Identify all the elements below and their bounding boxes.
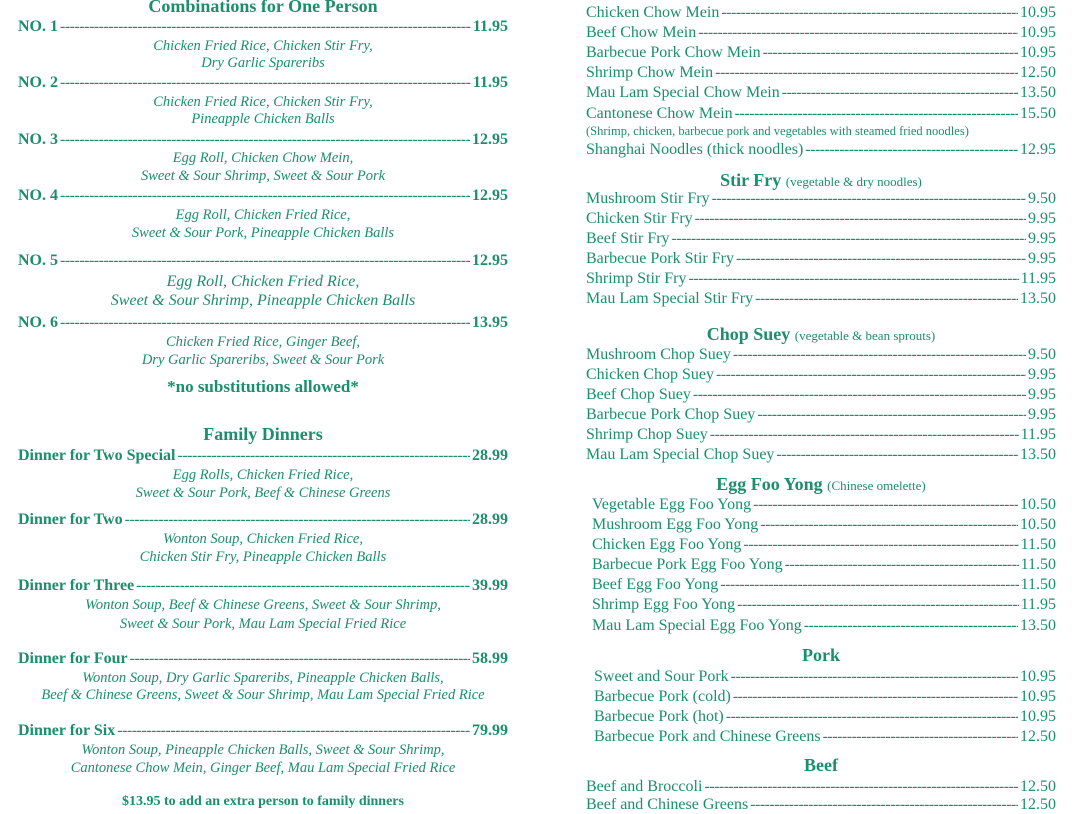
item-name: Mushroom Egg Foo Yong	[592, 516, 759, 533]
combo-desc: Dry Garlic Spareribs	[201, 55, 325, 71]
item-name: Barbecue Pork (cold)	[594, 688, 731, 705]
combo-name: NO. 1	[18, 18, 58, 35]
combo-price: 13.95	[472, 314, 508, 331]
dot-leader	[782, 84, 1018, 102]
combo-price: 11.95	[472, 74, 508, 91]
menu-item-row	[586, 446, 1056, 464]
combo-desc: Sweet & Sour Shrimp, Sweet & Sour Pork	[140, 168, 386, 184]
dot-leader	[136, 577, 470, 595]
item-name: Sweet and Sour Pork	[594, 668, 729, 685]
menu-item-row	[586, 386, 1056, 404]
item-name: Chicken Chop Suey	[586, 366, 714, 383]
dot-leader	[726, 708, 1018, 726]
menu-item-row	[586, 44, 1056, 62]
dot-leader	[704, 778, 1018, 796]
family-row	[18, 447, 508, 465]
combinations-heading: Combinations for One Person	[148, 0, 378, 16]
item-price: 9.50	[1028, 346, 1056, 363]
dot-leader	[735, 105, 1018, 123]
extra-person-note: $13.95 to add an extra person to family dinners	[122, 794, 404, 809]
family-price: 39.99	[472, 577, 508, 594]
item-name: Beef Egg Foo Yong	[592, 576, 719, 593]
item-name: Barbecue Pork Stir Fry	[586, 250, 734, 267]
item-name: Shrimp Egg Foo Yong	[592, 596, 736, 613]
cantonese-note: (Shrimp, chicken, barbecue pork and vegetables with steamed fried noodles)	[586, 124, 969, 138]
dot-leader	[672, 230, 1026, 248]
dot-leader	[698, 24, 1018, 42]
menu-item-row	[586, 270, 1056, 288]
item-name: Barbecue Pork Egg Foo Yong	[592, 556, 783, 573]
menu-item-row	[586, 190, 1056, 208]
family-desc: Beef & Chinese Greens, Sweet & Sour Shrimp, Mau Lam Special Fried Rice	[41, 687, 485, 703]
item-price: 10.50	[1020, 516, 1056, 533]
combo-desc: Pineapple Chicken Balls	[191, 111, 335, 127]
menu-item-row	[586, 230, 1056, 248]
family-name: Dinner for Six	[18, 722, 116, 739]
combo-name: NO. 6	[18, 314, 58, 331]
beef-heading: Beef	[804, 755, 838, 775]
combo-desc: Chicken Fried Rice, Chicken Stir Fry,	[153, 38, 373, 54]
dot-leader	[804, 617, 1018, 635]
item-name: Mau Lam Special Chop Suey	[586, 446, 775, 463]
item-name: Vegetable Egg Foo Yong	[592, 496, 752, 513]
combo-desc: Egg Roll, Chicken Fried Rice,	[175, 207, 351, 223]
combo-desc: Egg Roll, Chicken Fried Rice,	[166, 273, 360, 290]
dot-leader	[736, 250, 1026, 268]
section-title: Egg Foo Yong	[716, 474, 823, 494]
item-price: 11.95	[1020, 426, 1056, 443]
item-price: 10.95	[1020, 24, 1056, 41]
menu-item-row	[586, 24, 1056, 42]
item-price: 9.95	[1028, 366, 1056, 383]
dot-leader	[743, 536, 1018, 554]
dot-leader	[755, 290, 1018, 308]
family-desc: Egg Rolls, Chicken Fried Rice,	[172, 467, 354, 483]
item-name: Cantonese Chow Mein	[586, 105, 733, 122]
item-price: 9.95	[1028, 406, 1056, 423]
combo-row	[18, 74, 508, 92]
item-price: 12.50	[1020, 64, 1056, 81]
item-price: 13.50	[1020, 617, 1056, 634]
item-price: 10.95	[1020, 668, 1056, 685]
dot-leader	[750, 796, 1018, 814]
item-name: Beef Chop Suey	[586, 386, 691, 403]
dot-leader	[785, 556, 1019, 574]
menu-item-row	[586, 4, 1056, 22]
menu-item-row	[586, 64, 1056, 82]
family-desc: Sweet & Sour Pork, Mau Lam Special Fried Rice	[119, 616, 407, 632]
item-price: 10.50	[1020, 496, 1056, 513]
combo-row	[18, 314, 508, 332]
dot-leader	[715, 64, 1018, 82]
item-price: 13.50	[1020, 84, 1056, 101]
chop-suey-heading	[586, 324, 1056, 345]
item-price: 11.50	[1020, 536, 1056, 553]
item-name: Mau Lam Special Stir Fry	[586, 290, 754, 307]
menu-item-row	[586, 290, 1056, 308]
dot-leader	[117, 722, 470, 740]
family-name: Dinner for Two Special	[18, 447, 176, 464]
item-price: 12.50	[1020, 796, 1056, 813]
menu-item-row	[592, 596, 1056, 614]
family-desc: Wonton Soup, Pineapple Chicken Balls, Sweet & Sour Shrimp,	[81, 742, 445, 758]
dot-leader	[712, 190, 1026, 208]
item-price: 10.95	[1020, 708, 1056, 725]
menu-item-row	[586, 366, 1056, 384]
item-price: 12.50	[1020, 778, 1056, 795]
family-price: 28.99	[472, 511, 508, 528]
item-price: 13.50	[1020, 446, 1056, 463]
combo-desc: Sweet & Sour Shrimp, Pineapple Chicken Balls	[110, 292, 416, 309]
dot-leader	[763, 44, 1018, 62]
family-price: 58.99	[472, 650, 508, 667]
combo-name: NO. 3	[18, 131, 58, 148]
dot-leader	[733, 688, 1018, 706]
dot-leader	[823, 728, 1018, 746]
family-name: Dinner for Four	[18, 650, 128, 667]
item-name: Mushroom Chop Suey	[586, 346, 731, 363]
dot-leader	[693, 386, 1026, 404]
dot-leader	[178, 447, 471, 465]
item-price: 11.95	[1020, 270, 1056, 287]
dot-leader	[60, 252, 470, 270]
combo-desc: Dry Garlic Spareribs, Sweet & Sour Pork	[141, 352, 385, 368]
menu-item-row	[594, 688, 1056, 706]
item-name: Mushroom Stir Fry	[586, 190, 710, 207]
family-desc: Wonton Soup, Chicken Fried Rice,	[162, 531, 363, 547]
family-row	[18, 577, 508, 595]
dot-leader	[60, 74, 471, 92]
menu-item-row	[586, 141, 1056, 159]
item-price: 15.50	[1020, 105, 1056, 122]
item-name: Barbecue Pork and Chinese Greens	[594, 728, 821, 745]
dot-leader	[60, 314, 470, 332]
family-row	[18, 722, 508, 740]
family-desc: Sweet & Sour Pork, Beef & Chinese Greens	[135, 485, 391, 501]
item-name: Mau Lam Special Egg Foo Yong	[592, 617, 802, 634]
item-price: 10.95	[1020, 44, 1056, 61]
item-name: Beef and Chinese Greens	[586, 796, 749, 813]
menu-item-row	[586, 796, 1056, 814]
dot-leader	[60, 187, 470, 205]
dot-leader	[733, 346, 1026, 364]
menu-item-row	[594, 668, 1056, 686]
item-price: 10.95	[1020, 688, 1056, 705]
menu-item-row	[586, 105, 1056, 123]
dot-leader	[721, 4, 1018, 22]
menu-item-row	[592, 536, 1056, 554]
menu-item-row	[594, 728, 1056, 746]
menu-item-row	[586, 426, 1056, 444]
section-title: Chop Suey	[706, 324, 791, 344]
family-row	[18, 650, 508, 668]
dot-leader	[695, 210, 1026, 228]
family-name: Dinner for Two	[18, 511, 123, 528]
item-name: Barbecue Pork Chow Mein	[586, 44, 761, 61]
stir-fry-heading	[586, 170, 1056, 191]
combo-price: 12.95	[472, 131, 508, 148]
dot-leader	[757, 406, 1026, 424]
item-name: Barbecue Pork Chop Suey	[586, 406, 756, 423]
dot-leader	[130, 650, 470, 668]
item-name: Chicken Chow Mein	[586, 4, 720, 21]
dot-leader	[125, 511, 470, 529]
item-price: 9.95	[1028, 250, 1056, 267]
item-name: Beef and Broccoli	[586, 778, 703, 795]
family-price: 79.99	[472, 722, 508, 739]
combo-price: 12.95	[472, 252, 508, 269]
menu-item-row	[586, 778, 1056, 796]
combo-row	[18, 252, 508, 270]
combo-desc: Chicken Fried Rice, Ginger Beef,	[165, 334, 361, 350]
section-subtitle: (vegetable & bean sprouts)	[794, 328, 936, 343]
item-name: Shrimp Chop Suey	[586, 426, 708, 443]
section-title: Stir Fry	[720, 170, 782, 190]
family-desc: Chicken Stir Fry, Pineapple Chicken Balls	[139, 549, 387, 565]
item-price: 9.95	[1028, 230, 1056, 247]
item-price: 11.50	[1020, 556, 1056, 573]
combo-name: NO. 5	[18, 252, 58, 269]
dot-leader	[760, 516, 1018, 534]
dot-leader	[688, 270, 1018, 288]
item-name: Barbecue Pork (hot)	[594, 708, 724, 725]
item-price: 10.95	[1020, 4, 1056, 21]
item-name: Mau Lam Special Chow Mein	[586, 84, 780, 101]
family-price: 28.99	[472, 447, 508, 464]
dot-leader	[720, 576, 1018, 594]
item-price: 12.50	[1020, 728, 1056, 745]
dot-leader	[753, 496, 1018, 514]
menu-item-row	[592, 496, 1056, 514]
item-name: Shanghai Noodles (thick noodles)	[586, 141, 804, 158]
item-price: 11.95	[1020, 596, 1056, 613]
item-name: Beef Stir Fry	[586, 230, 670, 247]
egg-foo-yong-heading	[586, 474, 1056, 495]
family-desc: Wonton Soup, Beef & Chinese Greens, Sweet & Sour Shrimp,	[85, 597, 441, 613]
right-column	[586, 0, 1056, 813]
menu-item-row	[586, 250, 1056, 268]
menu-item-row	[586, 346, 1056, 364]
item-price: 9.50	[1028, 190, 1056, 207]
dot-leader	[731, 668, 1018, 686]
section-subtitle: (vegetable & dry noodles)	[785, 174, 922, 189]
family-row	[18, 511, 508, 529]
left-column	[18, 0, 508, 808]
item-price: 9.95	[1028, 210, 1056, 227]
family-name: Dinner for Three	[18, 577, 135, 594]
menu-item-row	[592, 516, 1056, 534]
dot-leader	[805, 141, 1018, 159]
menu-item-row	[586, 84, 1056, 102]
combo-name: NO. 2	[18, 74, 58, 91]
combo-row	[18, 187, 508, 205]
menu-item-row	[586, 406, 1056, 424]
combo-row	[18, 131, 508, 149]
dot-leader	[60, 131, 470, 149]
menu-item-row	[592, 556, 1056, 574]
no-substitutions-note: *no substitutions allowed*	[167, 377, 359, 396]
pork-heading: Pork	[802, 645, 840, 665]
item-price: 13.50	[1020, 290, 1056, 307]
item-price: 9.95	[1028, 386, 1056, 403]
family-dinners-heading: Family Dinners	[203, 424, 323, 444]
family-desc: Cantonese Chow Mein, Ginger Beef, Mau Lam Special Fried Rice	[70, 760, 456, 776]
combo-desc: Sweet & Sour Pork, Pineapple Chicken Balls	[131, 225, 395, 241]
dot-leader	[716, 366, 1026, 384]
dot-leader	[776, 446, 1018, 464]
item-name: Beef Chow Mein	[586, 24, 697, 41]
dot-leader	[60, 18, 471, 36]
item-price: 12.95	[1020, 141, 1056, 158]
combo-desc: Chicken Fried Rice, Chicken Stir Fry,	[153, 94, 373, 110]
combo-row	[18, 18, 508, 36]
section-subtitle: (Chinese omelette)	[827, 478, 926, 493]
item-name: Shrimp Stir Fry	[586, 270, 687, 287]
family-desc: Wonton Soup, Dry Garlic Spareribs, Pineapple Chicken Balls,	[82, 670, 444, 686]
combo-name: NO. 4	[18, 187, 58, 204]
menu-item-row	[592, 576, 1056, 594]
item-price: 11.50	[1020, 576, 1056, 593]
menu-item-row	[594, 708, 1056, 726]
item-name: Chicken Egg Foo Yong	[592, 536, 742, 553]
menu-item-row	[586, 210, 1056, 228]
combo-desc: Egg Roll, Chicken Chow Mein,	[172, 150, 354, 166]
dot-leader	[737, 596, 1018, 614]
item-name: Shrimp Chow Mein	[586, 64, 714, 81]
combo-price: 12.95	[472, 187, 508, 204]
item-name: Chicken Stir Fry	[586, 210, 693, 227]
dot-leader	[710, 426, 1019, 444]
menu-item-row	[592, 617, 1056, 635]
combo-price: 11.95	[472, 18, 508, 35]
